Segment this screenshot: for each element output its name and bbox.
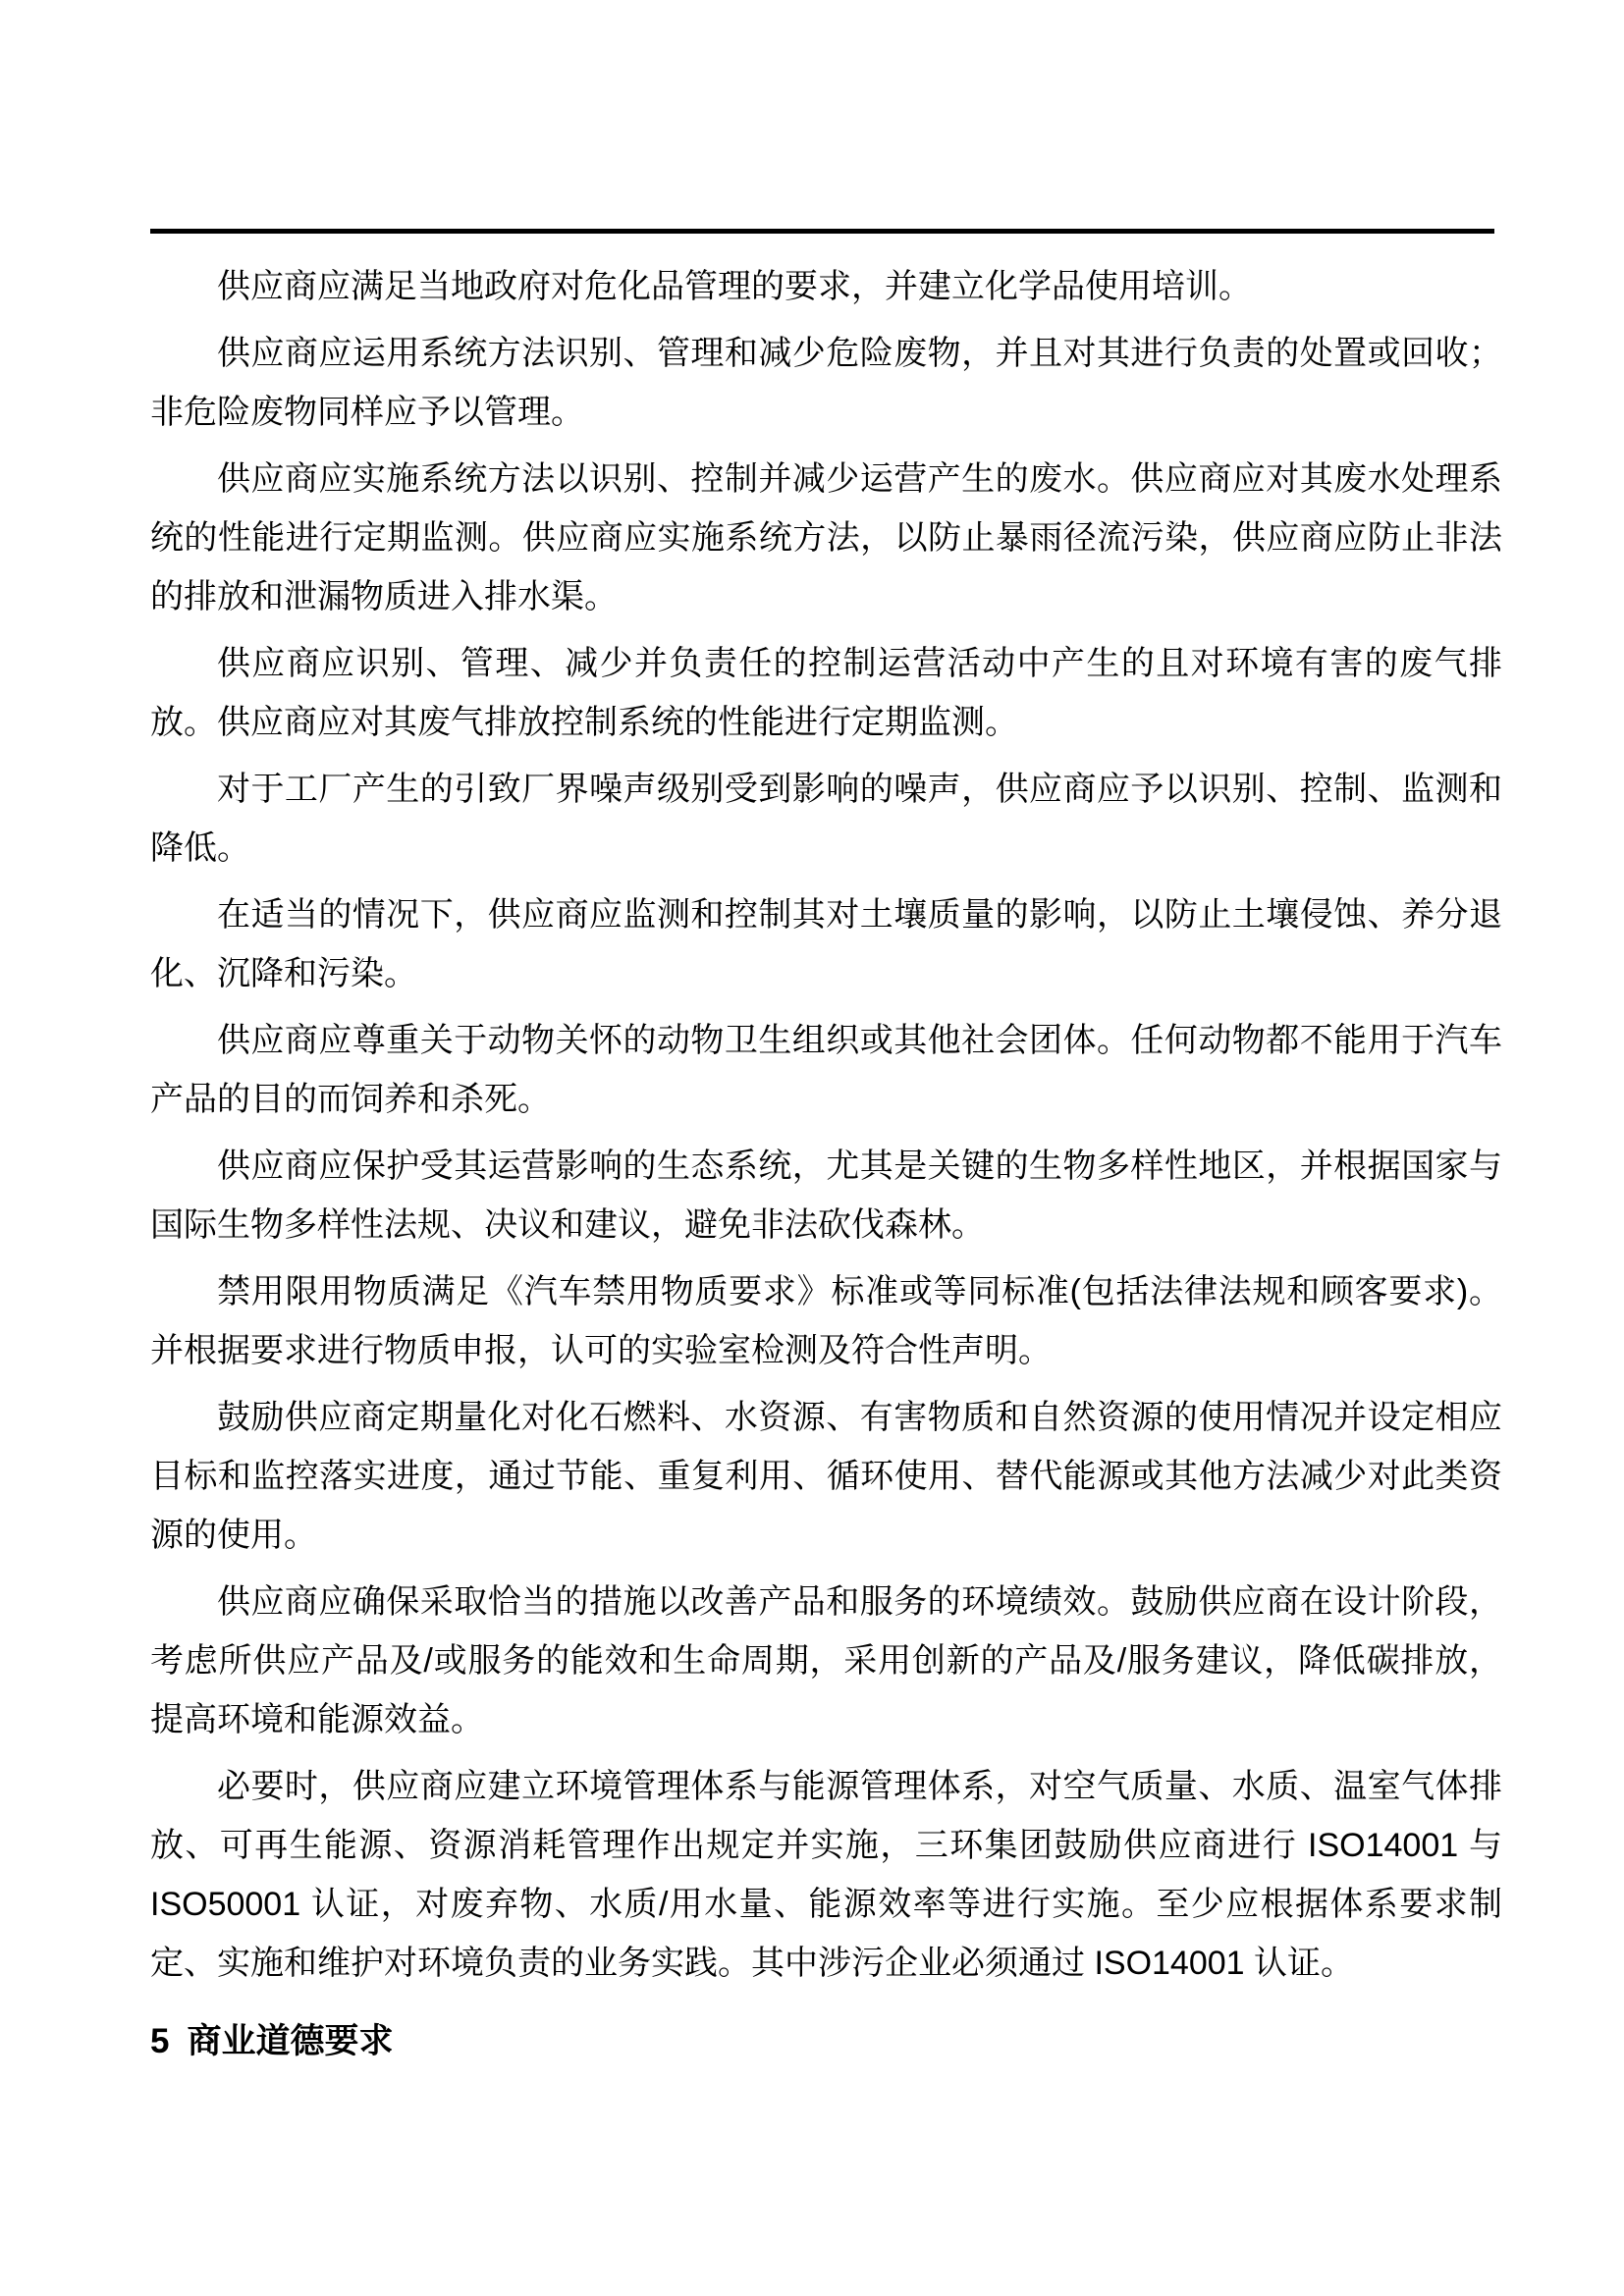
body-paragraph: 供应商应满足当地政府对危化品管理的要求，并建立化学品使用培训。 xyxy=(217,268,1252,305)
section-heading xyxy=(150,2012,1502,2071)
body-paragraph: 供应商应运用系统方法识别、管理和减少危险废物，并且对其进行负责的处置或回收；非危险废物同样应予以管理。 xyxy=(150,335,1502,431)
body-paragraph: 禁用限用物质满足《汽车禁用物质要求》标准或等同标准(包括法律法规和顾客要求)。并根据要求进行物质申报，认可的实验室检测及符合性声明。 xyxy=(150,1273,1502,1369)
body-paragraph: 供应商应确保采取恰当的措施以改善产品和服务的环境绩效。鼓励供应商在设计阶段，考虑所供应产品及/或服务的能效和生命周期，采用创新的产品及/服务建议，降低碳排放，提高环境和能源效益。 xyxy=(150,1583,1502,1738)
body-paragraph: 供应商应实施系统方法以识别、控制并减少运营产生的废水。供应商应对其废水处理系统的性能进行定期监测。供应商应实施系统方法，以防止暴雨径流污染，供应商应防止非法的排放和泄漏物质进入排水渠。 xyxy=(150,460,1502,615)
body-paragraph: 鼓励供应商定期量化对化石燃料、水资源、有害物质和自然资源的使用情况并设定相应目标和监控落实进度，通过节能、重复利用、循环使用、替代能源或其他方法减少对此类资源的使用。 xyxy=(150,1399,1502,1554)
document-body xyxy=(150,234,1502,2071)
body-paragraph: 在适当的情况下，供应商应监测和控制其对土壤质量的影响，以防止土壤侵蚀、养分退化、沉降和污染。 xyxy=(150,896,1502,992)
section-title: 商业道德要求 xyxy=(187,2022,394,2060)
body-paragraph: 供应商应尊重关于动物关怀的动物卫生组织或其他社会团体。任何动物都不能用于汽车产品的目的而饲养和杀死。 xyxy=(150,1022,1502,1118)
body-paragraph: 必要时，供应商应建立环境管理体系与能源管理体系，对空气质量、水质、温室气体排放、可再生能源、资源消耗管理作出规定并实施，三环集团鼓励供应商进行 ISO14001 与 ISO50001 认证，对废弃物、水质/用水量、能源效率等进行实施。至少应根据体系要求制定、实施和维护对环境负责的业务实践。其中涉污企业必须通过 ISO14001 认证。 xyxy=(150,1768,1502,1982)
section-number: 5 xyxy=(150,2022,170,2060)
body-paragraph: 对于工厂产生的引致厂界噪声级别受到影响的噪声，供应商应予以识别、控制、监测和降低。 xyxy=(150,771,1502,867)
body-paragraph: 供应商应保护受其运营影响的生态系统，尤其是关键的生物多样性地区，并根据国家与国际生物多样性法规、决议和建议，避免非法砍伐森林。 xyxy=(150,1148,1502,1244)
body-paragraph: 供应商应识别、管理、减少并负责任的控制运营活动中产生的且对环境有害的废气排放。供应商应对其废气排放控制系统的性能进行定期监测。 xyxy=(150,645,1502,741)
